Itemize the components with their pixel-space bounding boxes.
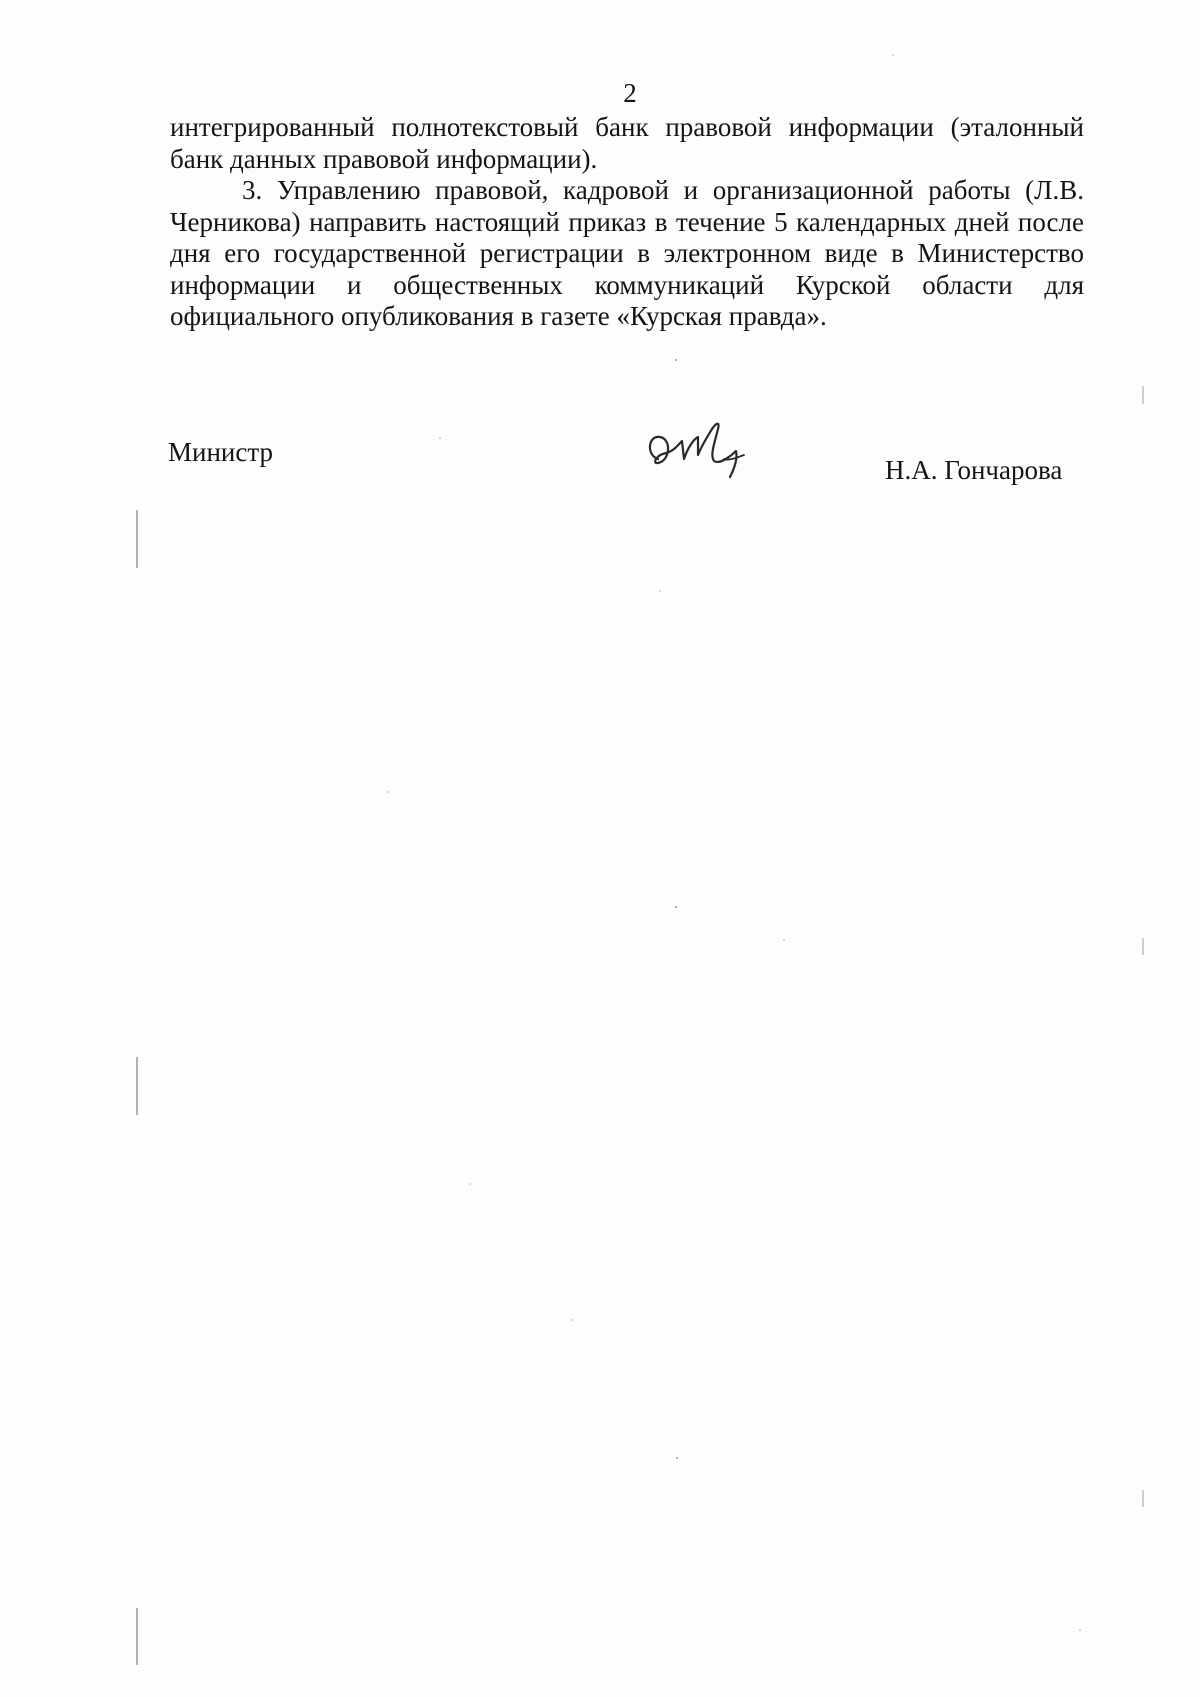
paragraph-item-3: 3. Управлению правовой, кадровой и организационной работы (Л.В. Черникова) направить настоящий приказ в течение 5 календарных дней после дня его государственной регистрации в электронном виде в Министерство информации и общественных коммуникаций Курской области для официального опубликования в газете «Курская правда». [170, 175, 1084, 331]
signer-position: Министр [168, 437, 273, 467]
page-number: 2 [623, 78, 637, 108]
signature-block [0, 0, 1200, 520]
handwritten-signature [640, 415, 760, 495]
signer-name: Н.А. Гончарова [885, 455, 1063, 485]
paragraph-continuation: интегрированный полнотекстовый банк правовой информации (эталонный банк данных правовой информации). [170, 112, 1084, 174]
